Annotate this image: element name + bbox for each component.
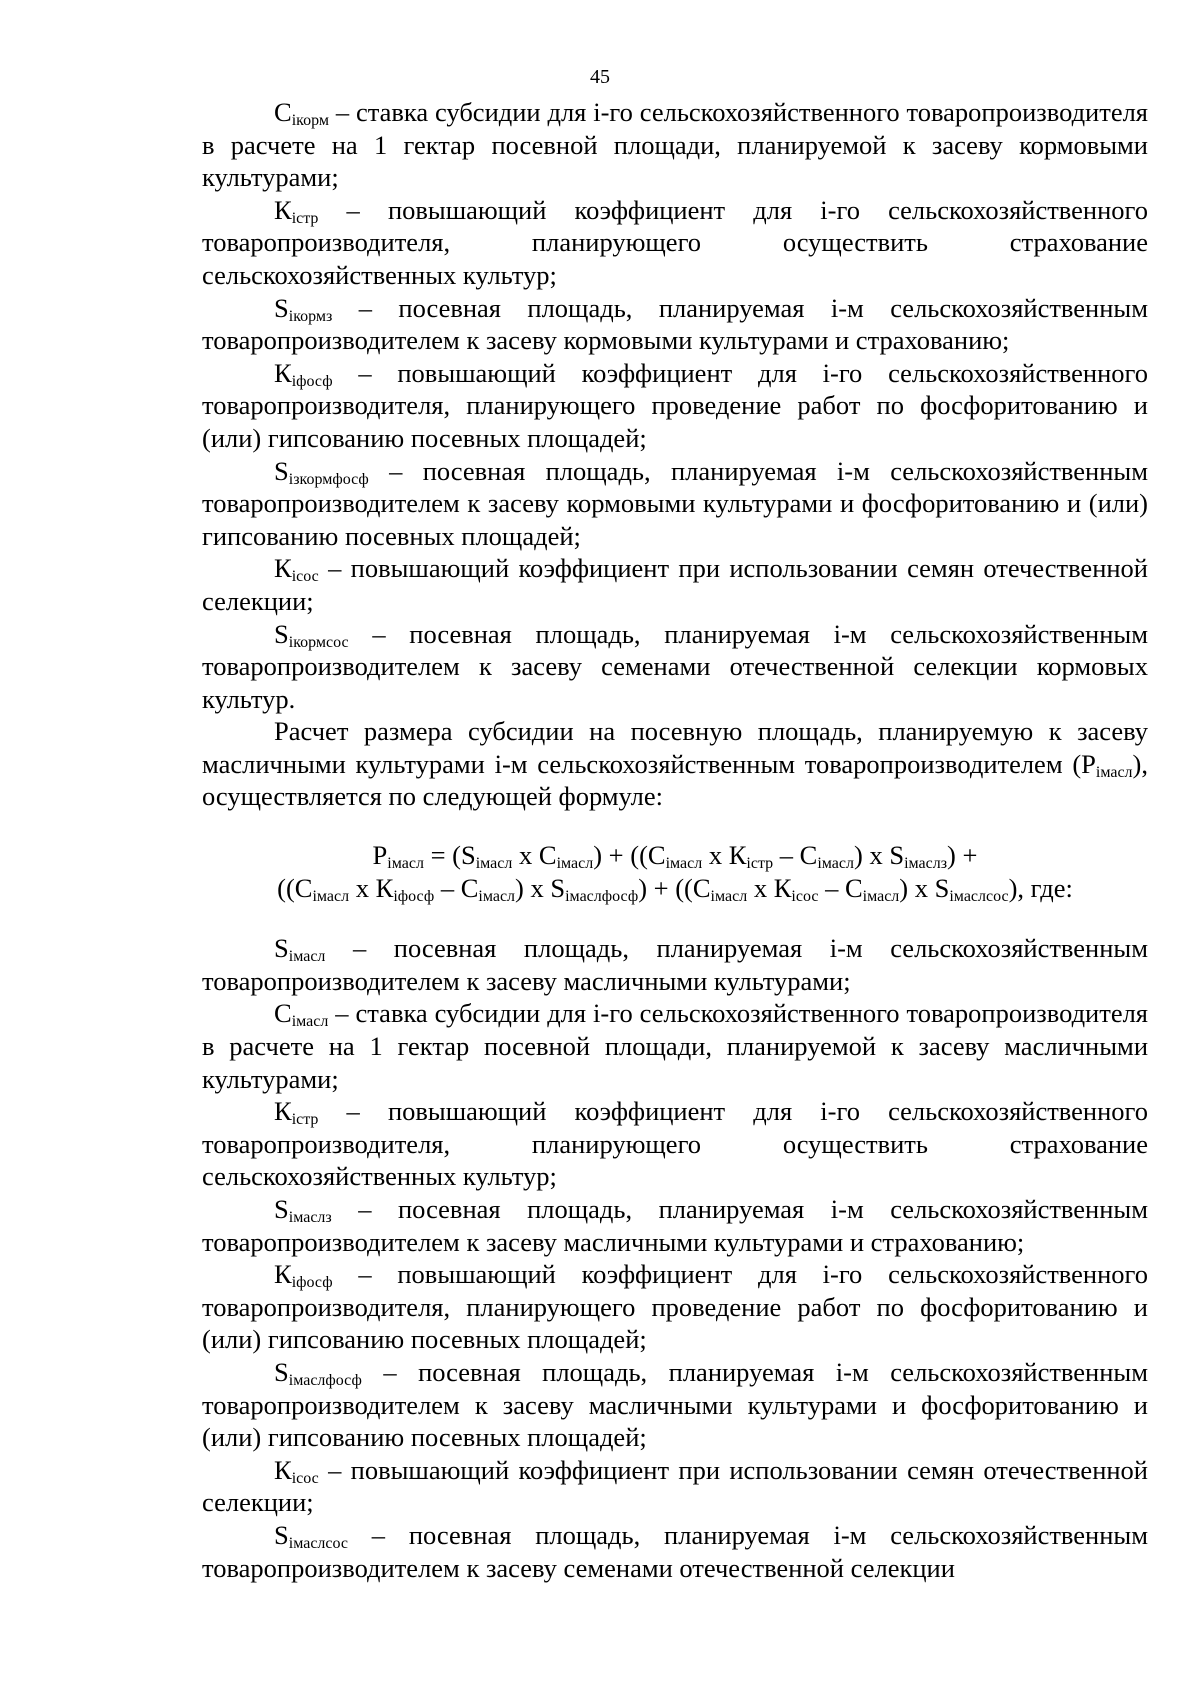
definition-paragraph [202,1258,1148,1356]
formula-text: – С [818,872,863,903]
definition-paragraph [202,552,1148,617]
formula-text: ) + ((С [593,840,666,871]
formula-text: ((С [277,872,313,903]
formula-text: х С [512,840,557,871]
variable-subscript: iфосф [291,372,333,390]
intro-subscript: iмасл [1095,763,1133,781]
formula-subscript: iмасл [817,855,854,873]
definition-paragraph [202,292,1148,357]
formula-subscript: iсос [791,887,819,905]
page-number: 45 [590,66,610,88]
variable-symbol: К [274,194,292,225]
document-body [202,96,1148,1584]
definition-text: – посевная площадь, планируемая i-м сельскохозяйственным товаропроизводителем к засеву семенами отечественной селекции кормовых культур. [202,618,1148,714]
variable-symbol: К [274,1259,292,1290]
formula-text: Р [372,840,388,871]
definition-text: – повышающий коэффициент при использовании семян отечественной селекции; [202,553,1148,616]
formula-line-2 [202,872,1148,905]
formula-text: х К [702,840,747,871]
definition-text: – посевная площадь, планируемая i-м сельскохозяйственным товаропроизводителем к засеву масличными культурами; [202,933,1148,996]
formula-subscript: iмаслфосф [565,887,639,905]
variable-subscript: iзкормфосф [288,470,369,488]
variable-subscript: iсос [291,568,319,586]
formula-text: – С [773,840,818,871]
variable-subscript: iмасл [291,1013,329,1031]
definition-text: – ставка субсидии для i-го сельскохозяйственного товаропроизводителя в расчете на 1 гектар посевной площади, планируемой к засеву кормовыми культурами; [202,97,1148,193]
definition-paragraph [202,1454,1148,1519]
definition-text: – повышающий коэффициент для i-го сельскохозяйственного товаропроизводителя, планирующего проведение работ по фосфоритованию и (или) гипсованию посевных площадей; [202,1259,1148,1355]
formula-text: х К [747,872,792,903]
formula-text: ) х S [515,872,566,903]
variable-subscript: iстр [291,1111,319,1129]
variable-symbol: S [274,618,289,649]
definition-paragraph [202,997,1148,1095]
formula-subscript: iмасл [665,855,703,873]
variable-subscript: iмаслфосф [288,1371,362,1389]
variable-subscript: iмасл [288,948,326,966]
formula-subscript: iмасл [387,855,424,873]
definition-paragraph [202,618,1148,716]
variable-symbol: К [274,553,292,584]
definition-paragraph [202,96,1148,194]
variable-subscript: iмаслз [288,1209,332,1226]
formula-subscript: iмаслз [904,855,948,873]
formula-text: = (S [423,840,476,871]
formula-text: ) + ((С [638,872,711,903]
formula-intro-paragraph [202,715,1148,813]
formula-subscript: iмасл [475,855,513,873]
variable-subscript: iсос [291,1469,319,1487]
variable-subscript: iмаслсос [288,1534,348,1552]
formula-subscript: iмасл [478,887,516,905]
variable-symbol: S [274,1194,289,1224]
variable-subscript: iфосф [291,1274,333,1292]
formula-text: х К [349,872,394,903]
definition-text: – повышающий коэффициент для i-го сельскохозяйственного товаропроизводителя, планирующего осуществить страхование сельскохозяйственных культур; [202,194,1148,290]
definition-paragraph [202,1519,1148,1584]
variable-subscript: iкормсос [288,633,349,651]
definition-paragraph [202,1193,1148,1258]
variable-symbol: S [274,1356,289,1387]
definition-text: – повышающий коэффициент для i-го сельскохозяйственного товаропроизводителя, планирующего проведение работ по фосфоритованию и (или) гипсованию посевных площадей; [202,357,1148,453]
definition-text: – посевная площадь, планируемая i-м сельскохозяйственным товаропроизводителем к засеву масличными культурами и страхованию; [202,1194,1148,1257]
formula-text: ) х S [899,872,950,903]
formula-subscript: iстр [746,855,774,873]
definitions-list-oil [202,932,1148,1584]
intro-text-start: Расчет размера субсидии на посевную площадь, планируемую к засеву масличными культурами i-м сельскохозяйственным товаропроизводителем (Р [202,716,1148,779]
definition-paragraph [202,194,1148,292]
variable-symbol: S [274,1519,289,1550]
variable-symbol: С [274,998,292,1029]
formula-line-1 [202,839,1148,872]
variable-symbol: S [274,292,289,323]
definition-paragraph [202,1356,1148,1454]
formula-text: ), где: [1008,872,1073,903]
formula-subscript: iмасл [312,887,350,905]
definition-text: – посевная площадь, планируемая i-м сельскохозяйственным товаропроизводителем к засеву семенами отечественной селекции [202,1519,1148,1583]
variable-symbol: S [274,455,289,486]
formula-text: ) + [947,840,978,871]
definitions-list-cropped [202,96,1148,715]
variable-symbol: К [274,1096,292,1127]
variable-symbol: К [274,1454,292,1485]
formula-subscript: iмасл [710,887,748,905]
definition-text: – посевная площадь, планируемая i-м сельскохозяйственным товаропроизводителем к засеву кормовыми культурами и фосфоритованию и (или) гипсованию посевных площадей; [202,455,1148,551]
definition-paragraph [202,1095,1148,1193]
definition-text: – повышающий коэффициент для i-го сельскохозяйственного товаропроизводителя, планирующего осуществить страхование сельскохозяйственных культур; [202,1096,1148,1192]
definition-text: – посевная площадь, планируемая i-м сельскохозяйственным товаропроизводителем к засеву кормовыми культурами и страхованию; [202,292,1148,356]
variable-symbol: С [274,97,292,127]
intro-text-end: ), осуществляется по следующей формуле: [202,748,1148,812]
variable-symbol: S [274,933,289,964]
formula-subscript: iмасл [862,887,900,905]
definition-text: – ставка субсидии для i-го сельскохозяйственного товаропроизводителя в расчете на 1 гектар посевной площади, планируемой к засеву масличными культурами; [202,998,1148,1094]
variable-subscript: iкормз [288,307,333,325]
variable-symbol: К [274,357,292,388]
definition-paragraph [202,932,1148,997]
variable-subscript: iкорм [291,112,329,129]
definition-text: – посевная площадь, планируемая i-м сельскохозяйственным товаропроизводителем к засеву масличными культурами и фосфоритованию и (или) гипсованию посевных площадей; [202,1356,1148,1453]
formula-subscript: iфосф [393,887,435,905]
definition-paragraph [202,357,1148,455]
formula-text: – С [434,872,479,903]
formula-text: ) х S [854,840,905,871]
formula-block [202,839,1148,904]
definition-text: – повышающий коэффициент при использовании семян отечественной селекции; [202,1454,1148,1518]
formula-subscript: iмасл [556,855,594,873]
definition-paragraph [202,455,1148,553]
formula-subscript: iмаслсос [949,887,1009,905]
variable-subscript: iстр [291,209,319,227]
